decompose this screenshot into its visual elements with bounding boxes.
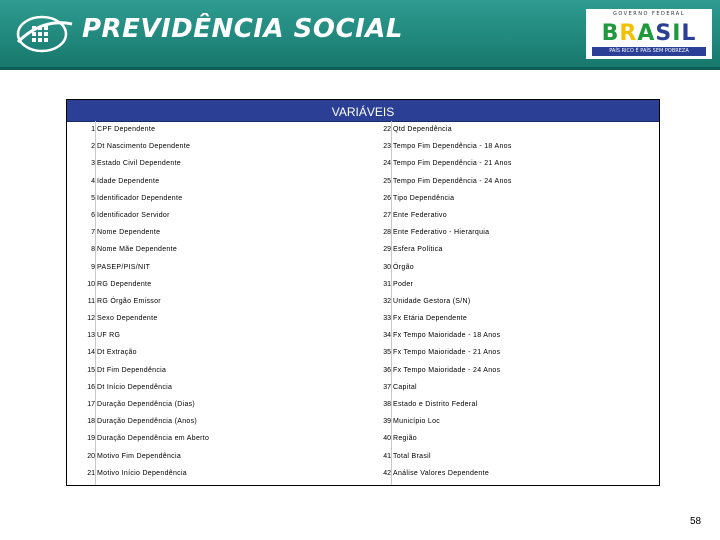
row-label: Nome Dependente	[97, 229, 161, 237]
row-number: 40	[383, 435, 391, 443]
row-label: Ente Federativo	[393, 211, 447, 219]
row-label: RG Órgão Emissor	[97, 297, 161, 305]
header-band	[0, 0, 720, 67]
row-number: 21	[87, 469, 95, 477]
row-label: Capital	[393, 383, 417, 391]
row-label: Qtd Dependência	[393, 126, 452, 133]
row-number: 25	[383, 177, 391, 185]
table-row	[363, 413, 659, 430]
table-row	[67, 173, 363, 190]
row-label: Duração Dependência (Anos)	[97, 418, 198, 426]
row-number: 39	[383, 418, 391, 426]
row-number: 24	[383, 160, 391, 168]
table-row	[67, 430, 363, 447]
row-label: Dt Extração	[97, 349, 137, 357]
right-column	[363, 121, 659, 482]
table-row	[67, 138, 363, 155]
row-label: UF RG	[97, 332, 121, 340]
table-row	[67, 310, 363, 327]
row-number: 36	[383, 366, 391, 374]
row-label: Motivo Início Dependência	[97, 469, 187, 477]
row-number: 41	[383, 452, 391, 460]
row-label: Duração Dependência (Dias)	[97, 401, 196, 408]
row-label: Estado e Distrito Federal	[393, 401, 478, 408]
row-label: Unidade Gestora (S/N)	[393, 297, 471, 305]
table-row	[67, 327, 363, 344]
row-number: 5	[91, 194, 95, 202]
column-divider	[391, 121, 392, 485]
table-row	[363, 448, 659, 465]
gov-slogan: PAÍS RICO É PAÍS SEM POBREZA	[592, 47, 706, 56]
row-label: Motivo Fim Dependência	[97, 452, 182, 460]
row-number: 28	[383, 229, 391, 237]
previdencia-logo-icon	[12, 12, 78, 56]
row-number: 3	[91, 160, 95, 168]
row-number: 20	[87, 452, 95, 460]
page-number: 58	[690, 516, 702, 527]
table-row	[363, 241, 659, 258]
row-label: Total Brasil	[393, 452, 431, 460]
row-label: Órgão	[393, 263, 414, 271]
row-label: Dt Início Dependência	[97, 383, 173, 391]
row-label: Fx Etária Dependente	[393, 315, 468, 323]
row-number: 32	[383, 297, 391, 305]
gov-label: GOVERNO FEDERAL	[612, 11, 686, 17]
row-number: 17	[87, 401, 95, 408]
table-row	[67, 224, 363, 241]
row-number: 23	[383, 143, 391, 151]
row-number: 30	[383, 263, 391, 271]
table-row	[363, 138, 659, 155]
table-row	[67, 465, 363, 482]
row-number: 18	[87, 418, 95, 426]
row-label: Duração Dependência em Aberto	[97, 435, 210, 443]
row-number: 38	[383, 401, 391, 408]
row-label: Identificador Servidor	[97, 211, 170, 219]
table-row	[67, 448, 363, 465]
row-label: Município Loc	[393, 418, 441, 426]
row-label: Sexo Dependente	[97, 315, 158, 323]
row-label: Idade Dependente	[97, 177, 160, 185]
table-row	[363, 344, 659, 361]
table-row	[363, 430, 659, 447]
header-stripe	[0, 67, 720, 70]
table-row	[363, 379, 659, 396]
row-number: 13	[87, 332, 95, 340]
table-row	[363, 465, 659, 482]
row-label: Dt Fim Dependência	[97, 366, 167, 374]
row-number: 27	[383, 211, 391, 219]
table-row	[363, 327, 659, 344]
variables-table	[66, 99, 660, 486]
table-header: VARIÁVEIS	[67, 100, 659, 122]
row-label: Região	[393, 435, 417, 443]
svg-text:BRASIL: BRASIL	[601, 21, 697, 43]
row-number: 1	[91, 126, 95, 133]
table-row	[363, 396, 659, 413]
table-row	[363, 190, 659, 207]
row-number: 34	[383, 332, 391, 340]
row-number: 31	[383, 280, 391, 288]
row-label: Tempo Fim Dependência - 21 Anos	[393, 160, 512, 168]
table-row	[67, 207, 363, 224]
table-row	[67, 379, 363, 396]
row-number: 15	[87, 366, 95, 374]
row-label: Análise Valores Dependente	[393, 469, 490, 477]
row-number: 14	[87, 349, 95, 357]
governo-federal-logo	[586, 9, 712, 59]
table-row	[363, 155, 659, 172]
row-number: 12	[87, 315, 95, 323]
table-row	[67, 396, 363, 413]
header-title: PREVIDÊNCIA SOCIAL	[82, 14, 403, 44]
table-row	[363, 207, 659, 224]
row-number: 33	[383, 315, 391, 323]
row-number: 8	[91, 246, 95, 254]
table-row	[363, 276, 659, 293]
column-divider	[95, 121, 96, 485]
table-row	[363, 224, 659, 241]
row-label: Identificador Dependente	[97, 194, 183, 202]
table-row	[363, 293, 659, 310]
table-row	[67, 155, 363, 172]
brasil-wordmark-icon	[594, 19, 704, 43]
row-label: Nome Mãe Dependente	[97, 246, 178, 254]
row-number: 26	[383, 194, 391, 202]
row-number: 42	[383, 469, 391, 477]
row-number: 19	[87, 435, 95, 443]
row-label: Estado Civil Dependente	[97, 160, 181, 168]
row-number: 6	[91, 211, 95, 219]
table-row	[67, 259, 363, 276]
row-label: Ente Federativo - Hierarquia	[393, 229, 490, 237]
table-row	[363, 362, 659, 379]
row-number: 29	[383, 246, 391, 254]
table-row	[67, 293, 363, 310]
table-row	[363, 310, 659, 327]
row-label: Fx Tempo Maioridade - 21 Anos	[393, 349, 501, 357]
table-row	[363, 173, 659, 190]
table-row	[67, 121, 363, 138]
left-column	[67, 121, 363, 482]
row-number: 35	[383, 349, 391, 357]
row-number: 4	[91, 177, 95, 185]
row-label: Esfera Política	[393, 246, 443, 254]
table-row	[363, 121, 659, 138]
row-number: 7	[91, 229, 95, 237]
row-number: 16	[87, 383, 95, 391]
table-row	[67, 362, 363, 379]
table-row	[67, 413, 363, 430]
row-label: Dt Nascimento Dependente	[97, 143, 191, 151]
row-label: PASEP/PIS/NIT	[97, 263, 151, 271]
row-label: Fx Tempo Maioridade - 18 Anos	[393, 332, 501, 340]
table-row	[363, 259, 659, 276]
row-number: 2	[91, 143, 95, 151]
table-row	[67, 344, 363, 361]
row-label: Poder	[393, 280, 414, 288]
table-row	[67, 276, 363, 293]
row-label: RG Dependente	[97, 280, 152, 288]
row-label: Tempo Fim Dependência - 18 Anos	[393, 143, 512, 151]
table-row	[67, 190, 363, 207]
row-number: 37	[383, 383, 391, 391]
row-label: Fx Tempo Maioridade - 24 Anos	[393, 366, 501, 374]
table-row	[67, 241, 363, 258]
row-number: 9	[91, 263, 95, 271]
row-number: 10	[87, 280, 95, 288]
row-number: 22	[383, 126, 391, 133]
row-label: Tempo Fim Dependência - 24 Anos	[393, 177, 512, 185]
row-number: 11	[87, 297, 95, 305]
row-label: CPF Dependente	[97, 126, 156, 133]
row-label: Tipo Dependência	[393, 194, 455, 202]
